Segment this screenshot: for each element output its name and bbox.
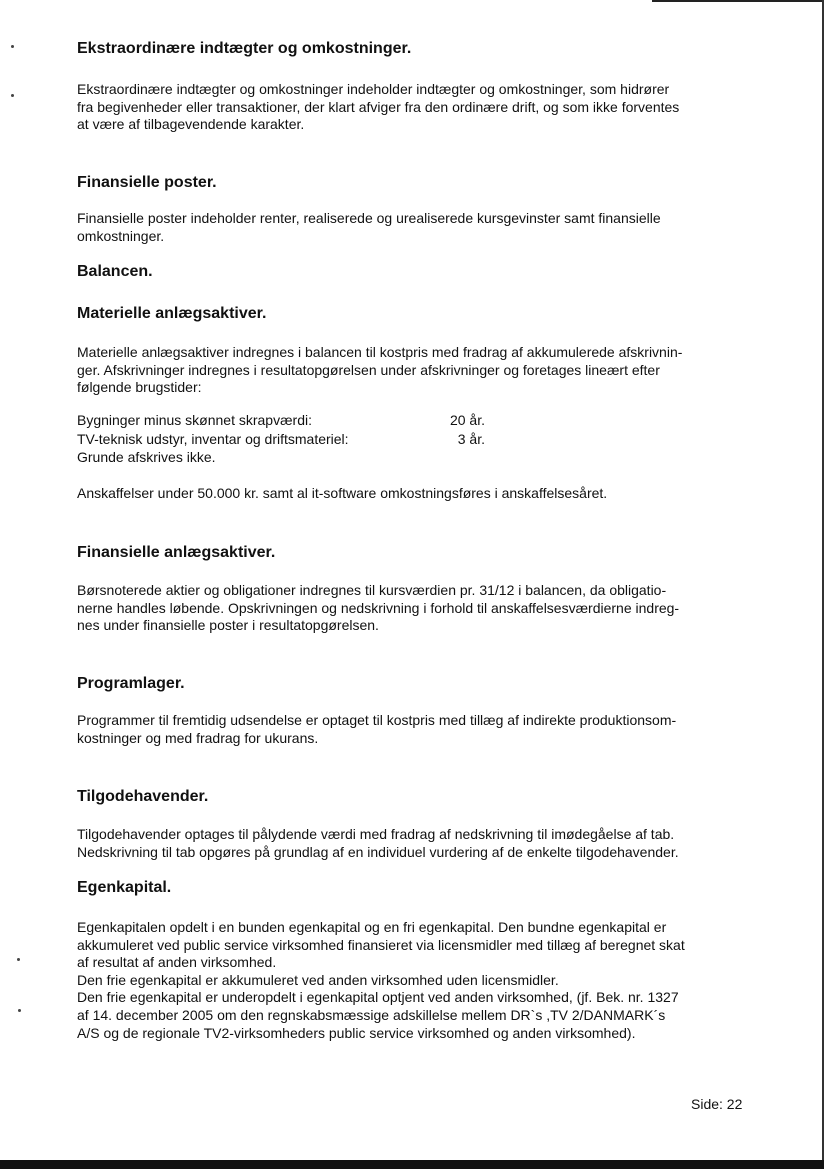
text-line: nes under finansielle poster i resultatopgørelsen. — [77, 617, 379, 634]
text-line: at være af tilbagevendende karakter. — [77, 116, 305, 133]
useful-life-label: Bygninger minus skønnet skrapværdi: — [77, 412, 312, 428]
useful-life-label: TV-teknisk udstyr, inventar og driftsmateriel: — [77, 430, 349, 447]
useful-life-label: Grunde afskrives ikke. — [77, 449, 216, 465]
paragraph-materielle — [77, 344, 757, 397]
useful-lives-table — [77, 411, 485, 467]
heading-balancen: Balancen. — [77, 263, 153, 280]
scan-speck — [18, 1009, 21, 1012]
scan-speck — [11, 94, 14, 97]
heading-programlager: Programlager. — [77, 675, 185, 692]
text-line: kostninger og med fradrag for ukurans. — [77, 729, 319, 746]
text-line: Ekstraordinære indtægter og omkostninger indeholder indtægter og omkostninger, som hidrører — [77, 81, 670, 97]
useful-life-value: 3 år. — [457, 430, 485, 447]
text-line: Tilgodehavender optages til pålydende værdi med fradrag af nedskrivning til imødegåelse af tab. — [77, 826, 675, 842]
text-line: akkumuleret ved public service virksomhed finansieret via licensmidler med tillæg af beregnet skat — [77, 936, 685, 953]
paragraph-ekstraordinaere — [77, 81, 757, 134]
heading-egenkapital: Egenkapital. — [77, 879, 172, 896]
heading-tilgodehavender: Tilgodehavender. — [77, 788, 209, 805]
useful-life-value: 20 år. — [449, 412, 485, 428]
text-line: omkostninger. — [77, 227, 165, 244]
heading-finansielle-poster: Finansielle poster. — [77, 174, 217, 191]
paragraph-anskaffelser — [77, 485, 757, 503]
paragraph-finansielle-anlaeg — [77, 582, 757, 635]
text-line: Programmer til fremtidig udsendelse er optaget til kostpris med tillæg af indirekte produktionsom- — [77, 712, 677, 728]
text-line: Den frie egenkapital er underopdelt i egenkapital optjent ved anden virksomhed, (jf. Bek. nr. 1327 — [77, 989, 679, 1006]
useful-life-row — [77, 448, 485, 467]
paragraph-finansielle-poster — [77, 210, 757, 245]
useful-life-row — [77, 411, 485, 430]
text-line: ger. Afskrivninger indregnes i resultatopgørelsen under afskrivninger og foretages lineært efter — [77, 361, 660, 378]
text-line: A/S og de regionale TV2-virksomheders public service virksomhed og anden virksomhed). — [77, 1024, 636, 1041]
paragraph-programlager — [77, 712, 757, 747]
useful-life-row — [77, 430, 485, 449]
text-line: Nedskrivning til tab opgøres på grundlag af en individuel vurdering af de enkelte tilgodehavender. — [77, 843, 679, 860]
scan-speck — [11, 45, 14, 48]
useful-life-value — [417, 448, 485, 467]
paragraph-tilgodehavender — [77, 826, 757, 861]
heading-ekstraordinaere: Ekstraordinære indtægter og omkostninger. — [77, 40, 412, 57]
page-number: Side: 22 — [691, 1096, 743, 1112]
heading-materielle: Materielle anlægsaktiver. — [77, 305, 267, 322]
text-line: følgende brugstider: — [77, 379, 202, 396]
text-line: Den frie egenkapital er akkumuleret ved anden virksomhed uden licensmidler. — [77, 971, 559, 988]
top-rule — [652, 0, 824, 2]
paragraph-egenkapital — [77, 919, 757, 1042]
text-line: Egenkapitalen opdelt i en bunden egenkapital og en fri egenkapital. Den bundne egenkapital er — [77, 919, 667, 935]
bottom-scan-bar — [0, 1160, 824, 1169]
text-line: af 14. december 2005 om den regnskabsmæssige adskillelse mellem DR`s ,TV 2/DANMARK´s — [77, 1006, 666, 1023]
text-line: Finansielle poster indeholder renter, realiserede og urealiserede kursgevinster samt finansielle — [77, 210, 661, 226]
text-line: Materielle anlægsaktiver indregnes i balancen til kostpris med fradrag af akkumulerede afskrivnin- — [77, 344, 683, 360]
text-line: nerne handles løbende. Opskrivningen og nedskrivning i forhold til anskaffelsesværdierne indreg- — [77, 599, 680, 616]
text-line: af resultat af anden virksomhed. — [77, 954, 277, 971]
text-line: Anskaffelser under 50.000 kr. samt al it-software omkostningsføres i anskaffelsesåret. — [77, 485, 608, 501]
scan-speck — [17, 958, 20, 961]
text-line: Børsnoterede aktier og obligationer indregnes til kursværdien pr. 31/12 i balancen, da obligatio- — [77, 582, 667, 598]
text-line: fra begivenheder eller transaktioner, der klart afviger fra den ordinære drift, og som ikke forventes — [77, 98, 680, 115]
heading-finansielle-anlaeg: Finansielle anlægsaktiver. — [77, 544, 276, 561]
